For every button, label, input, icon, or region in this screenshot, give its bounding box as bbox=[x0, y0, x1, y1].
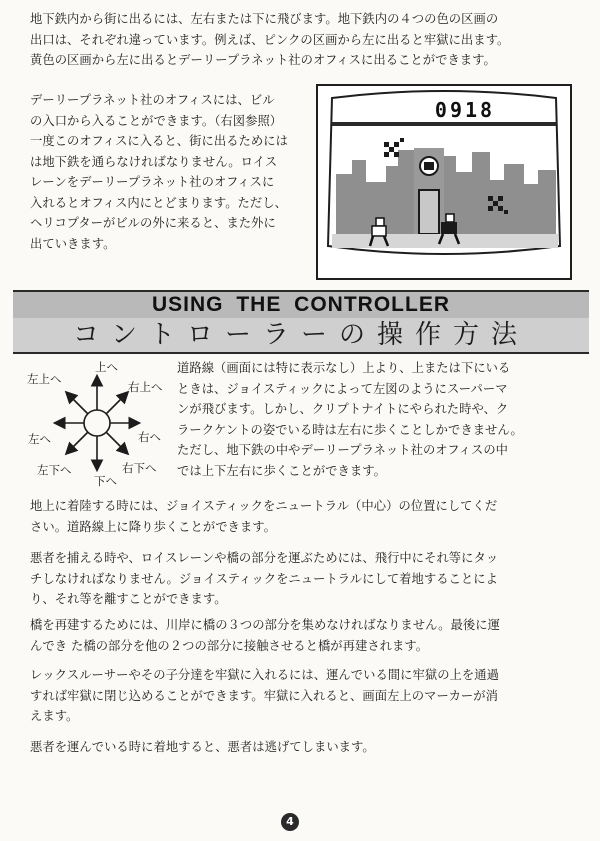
arrow-up-left-icon bbox=[67, 393, 88, 414]
text-line: ヘリコプターがビルの外に来ると、また外に bbox=[30, 216, 276, 230]
section-banner bbox=[13, 290, 589, 354]
text-line: すれば牢獄に閉じ込めることができます。牢獄に入れると、画面左上のマーカーが消 bbox=[30, 688, 498, 703]
intro-paragraph bbox=[30, 9, 575, 71]
bridge-paragraph bbox=[30, 615, 580, 656]
text-line: では上下左右に歩くことができます。 bbox=[177, 463, 386, 478]
arrow-down-right-icon bbox=[106, 432, 127, 453]
direction-label-down: 下へ bbox=[94, 474, 117, 488]
score-value: 0918 bbox=[434, 98, 496, 122]
text-line: ただし、地下鉄の中やデーリープラネット社のオフィスの中 bbox=[177, 443, 509, 457]
text-line: ンが飛びます。しかし、クリプトナイトにやられた時や、ク bbox=[177, 402, 509, 416]
direction-label-up: 上へ bbox=[95, 360, 118, 374]
capture-paragraph bbox=[30, 548, 580, 610]
page-number: 4 bbox=[281, 813, 299, 831]
score-bar-line bbox=[332, 122, 556, 126]
text-line: は地下鉄を通らなければなりません。ロイス bbox=[30, 154, 278, 169]
text-line: えます。 bbox=[30, 709, 79, 723]
text-line: 悪者を捕える時や、ロイスレーンや橋の部分を運ぶためには、飛行中にそれ等にタッ bbox=[30, 551, 499, 565]
text-line: んでき た橋の部分を他の２つの部分に接触させると橋が再建されます。 bbox=[30, 638, 429, 653]
text-line: 入れるとオフィス内にとどまります。ただし、 bbox=[30, 195, 287, 210]
direction-label-left: 左へ bbox=[28, 432, 51, 446]
text-line: 悪者を運んでいる時に着地すると、悪者は逃げてしまいます。 bbox=[30, 740, 375, 754]
direction-label-up-left: 左上へ bbox=[27, 372, 62, 386]
score-display bbox=[422, 98, 508, 122]
text-line: 黄色の区画から左に出るとデーリープラネット社のオフィスに出ることができます。 bbox=[30, 53, 496, 67]
text-line: 地上に着陸する時には、ジョイスティックをニュートラル（中心）の位置にしてくだ bbox=[30, 499, 498, 513]
text-line: 出口は、それぞれ違っています。例えば、ピンクの区画から左に出ると牢獄に出ます。 bbox=[30, 32, 510, 47]
game-screen-illustration bbox=[318, 86, 570, 278]
text-line: り、それ等を離すことができます。 bbox=[30, 592, 227, 606]
text-line: ときは、ジョイスティックによって左図のようにスーパーマ bbox=[177, 381, 508, 396]
text-line: デーリープラネット社のオフィスには、ビル bbox=[30, 93, 275, 107]
direction-label-right: 右へ bbox=[138, 430, 161, 444]
arrow-down-left-icon bbox=[67, 432, 88, 453]
joystick-direction-diagram bbox=[20, 355, 170, 490]
section-title-english: USING THE CONTROLLER bbox=[13, 290, 589, 318]
text-line: の入口から入ることができます。（右図参照） bbox=[30, 113, 283, 128]
text-line: レーンをデーリープラネット社のオフィスに bbox=[30, 175, 275, 189]
text-line: さい。道路線上に降り歩くことができます。 bbox=[30, 519, 276, 534]
direction-label-down-left: 左下へ bbox=[37, 463, 72, 477]
office-paragraph bbox=[30, 90, 310, 254]
landing-paragraph bbox=[30, 496, 580, 537]
street-ground bbox=[332, 234, 558, 248]
section-title-japanese: コントローラーの操作方法 bbox=[13, 318, 589, 354]
text-line: ラークケントの姿でいる時は左右に歩くことしかできません。 bbox=[177, 422, 523, 437]
arrow-up-right-icon bbox=[106, 393, 127, 414]
building-entrance-door bbox=[419, 190, 439, 234]
jail-paragraph bbox=[30, 665, 580, 727]
game-screenshot bbox=[316, 84, 572, 280]
daily-planet-building bbox=[414, 148, 444, 234]
text-line: 橋を再建するためには、川岸に橋の３つの部分を集めなければなりません。最後に運 bbox=[30, 618, 500, 632]
text-line: 地下鉄内から街に出るには、左右または下に飛びます。地下鉄内の４つの色の区画の bbox=[30, 12, 499, 26]
text-line: レックスルーサーやその子分達を牢獄に入れるには、運んでいる間に牢獄の上を通過 bbox=[30, 668, 499, 682]
direction-label-down-right: 右下へ bbox=[122, 461, 157, 475]
text-line: 出ていきます。 bbox=[30, 236, 116, 251]
text-line: チしなければなりません。ジョイスティックをニュートラルにして着地することによ bbox=[30, 571, 498, 586]
direction-label-up-right: 右上へ bbox=[128, 380, 163, 394]
controls-paragraph bbox=[177, 358, 577, 481]
text-line: 道路線（画面には特に表示なし）上より、上または下にいる bbox=[177, 361, 511, 375]
text-line: 一度このオフィスに入ると、街に出るためには bbox=[30, 134, 288, 148]
escape-paragraph bbox=[30, 737, 580, 758]
